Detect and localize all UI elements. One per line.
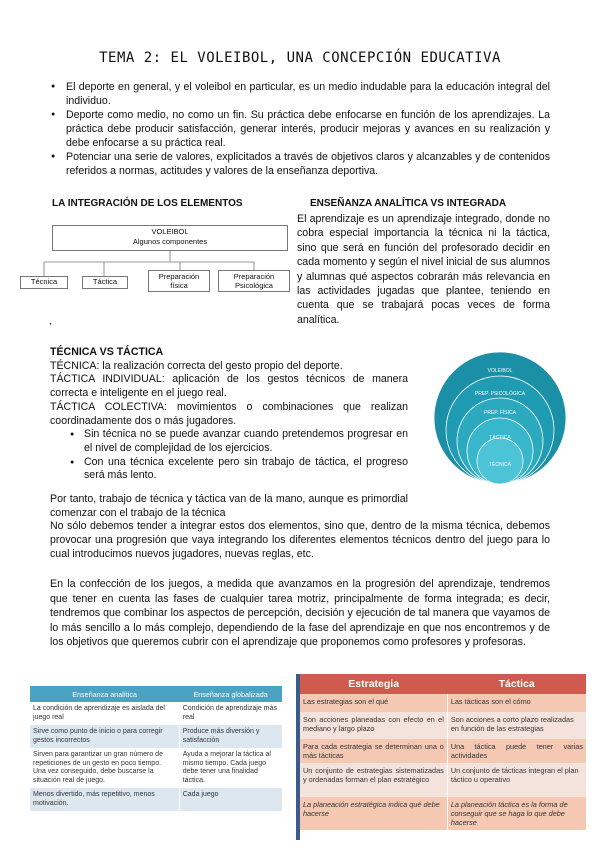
analitica-heading: ENSEÑANZA ANALÍTICA VS INTEGRADA (310, 198, 507, 209)
diagram-node-tactica: Táctica (82, 276, 128, 289)
table-cell: Produce más diversión y satisfacción (179, 725, 282, 748)
circle-label-voleibol: VOLEIBOL (487, 368, 513, 374)
table-cell: Las estrategias son el qué (300, 694, 447, 712)
diagram-node-prep-fisica: Preparación física (148, 270, 210, 292)
tecnica-bullet: ● Sin técnica no se puede avanzar cuando pretendemos progresar en el nivel de complejidad de los ejercicios. (84, 428, 408, 455)
table-header-globalizada: Enseñanza globalizada (179, 686, 282, 702)
tactica-colectiva-definition: TÁCTICA COLECTIVA: movimientos o combinaciones que realizan coordinadamente dos o más jugadores. (50, 400, 408, 427)
table-cell: Para cada estrategia se determinan una o más tácticas (300, 739, 447, 763)
integracion-heading: LA INTEGRACIÓN DE LOS ELEMENTOS (52, 198, 243, 209)
table-row (300, 712, 586, 739)
stray-comma: , (49, 316, 52, 327)
tactica-individual-definition: TÁCTICA INDIVIDUAL: aplicación de los gestos técnicos de manera correcta e inteligente en el juego real. (50, 373, 408, 400)
ensenanza-comparison-table (30, 686, 282, 811)
table-header-analitica: Enseñanza analítica (30, 686, 179, 702)
diagram-root-subtitle: Algunos componentes (132, 237, 208, 246)
nested-circles-diagram (430, 340, 570, 490)
tecnica-bullet: ● Con una técnica excelente pero sin trabajo de táctica, el progreso será más lento. (84, 456, 408, 483)
tecnica-paragraph-tail: No sólo debemos tender a integrar estos dos elementos, sino que, dentro de la misma técnica, debemos provocar una progresión que vaya integrando los diferentes elementos técnicos dentro del juego para lo cual introducimos nuevos jugadores, nuevas reglas, etc. (50, 520, 550, 560)
tecnica-section (50, 346, 408, 483)
table-cell: Son acciones a corto plazo realizadas en función de las estrategias (447, 712, 586, 739)
table-row (30, 748, 282, 788)
table-row (30, 788, 282, 811)
table-row (300, 797, 586, 830)
table-row (300, 739, 586, 763)
intro-bullet: ● Deporte como medio, no como un fin. Su práctica debe enfocarse en función de los aprendizajes. La práctica debe producir satisfacción, generar interés, producir mejoras y avances en su realización y debe enfocarse a su práctica real. (66, 108, 550, 150)
circle-tecnica (477, 438, 523, 484)
table-row (30, 725, 282, 748)
table-cell: Cada juego (179, 788, 282, 811)
table-cell: La condición de aprendizaje es aislada del juego real (30, 702, 179, 725)
table-cell: Una táctica puede tener varias actividades (447, 739, 586, 763)
table-cell: Las tácticas son el cómo (447, 694, 586, 712)
table-cell: Menos divertido, más repetitivo, menos motivación. (30, 788, 179, 811)
table-row (300, 694, 586, 712)
estrategia-tactica-table (300, 674, 586, 830)
circle-label-tecnica: TÉCNICA (489, 462, 511, 468)
table-cell: Un conjunto de estrategias sistematizadas y ordenadas forman el plan estratégico (300, 763, 447, 797)
table-cell: Sirven para garantizar un gran número de repeticiones de un gesto en poco tiempo. Una vez conseguido, debe buscarse la situación real de juego. (30, 748, 179, 788)
diagram-root-box (52, 225, 288, 251)
table-row (30, 702, 282, 725)
tecnica-conclusion-block (50, 493, 550, 562)
circle-label-prep-psicologica: PREP. PSICOLÓGICA (474, 391, 526, 397)
table-cell: Ayuda a mejorar la táctica al mismo tiempo. Cada juego debe tener una finalidad táctica. (179, 748, 282, 788)
diagram-node-tecnica: Técnica (20, 276, 68, 289)
table-row (300, 763, 586, 797)
table-cell: Un conjunto de tácticas integran el plan táctico u operativo (447, 763, 586, 797)
table-header-row (300, 674, 586, 694)
table-header-row (30, 686, 282, 702)
table-header-estrategia: Estrategia (300, 674, 447, 694)
tecnica-definition: TÉCNICA: la realización correcta del gesto propio del deporte. (50, 359, 343, 372)
intro-bullet: ● El deporte en general, y el voleibol en particular, es un medio indudable para la educación integral del individuo. (66, 80, 550, 108)
circle-label-prep-fisica: PREP. FÍSICA (484, 410, 516, 416)
table-cell: Condición de aprendizaje más real (179, 702, 282, 725)
table-cell: Sirve como punto de inicio o para corregir gestos incorrectos (30, 725, 179, 748)
page-title: TEMA 2: EL VOLEIBOL, UNA CONCEPCIÓN EDUCATIVA (99, 50, 501, 66)
table-cell: Son acciones planeadas con efecto en el mediano y largo plazo (300, 712, 447, 739)
tecnica-heading: TÉCNICA VS TÁCTICA (50, 346, 164, 358)
tecnica-conclusion: Por tanto, trabajo de técnica y táctica van de la mano, aunque es primordial comenzar con el trabajo de la técnica (50, 493, 408, 519)
tecnica-bullet-list (50, 428, 408, 483)
diagram-node-prep-psicologica: Preparación Psicológica (218, 270, 290, 292)
table-cell: La planeación táctica es la forma de conseguir que se haga lo que debe hacerse (447, 797, 586, 830)
table-cell: La planeación estratégica indica qué debe hacerse (300, 797, 447, 830)
circle-label-tactica: TÁCTICA (489, 435, 511, 441)
table-header-tactica: Táctica (447, 674, 586, 694)
analitica-text: El aprendizaje es un aprendizaje integrado, donde no cobra especial importancia la técnica ni la táctica, sino que será en función del profesorado decidir en cada momento y según el nivel inicial de sus alumnos y alumnas qué aspectos cobrarán más relevancia en las actividades jugadas que plantee, teniendo en cuenta que se trabajará pocas veces de forma analítica. (297, 213, 550, 326)
diagram-root-title: VOLEIBOL (151, 227, 189, 236)
confeccion-paragraph: En la confección de los juegos, a medida que avanzamos en la progresión del aprendizaje, tendremos que tener en cuenta las fases de cualquier tarea motriz, principalmente de forma integrada; es decir, tendremos que combinar los aspectos de percepción, decisión y ejecución de tal manera que vayamos de lo más sencillo a lo más complejo, dependiendo de la fase del aprendizaje en que nos encontremos y de los objetivos que queremos cubrir con el aprendizaje que proponemos como profesores y profesoras. (50, 578, 550, 649)
intro-bullet: ● Potenciar una serie de valores, explicitados a través de objetivos claros y alcanzables y de contenidos referidos a normas, actitudes y valores de la enseñanza deportiva. (66, 150, 550, 178)
